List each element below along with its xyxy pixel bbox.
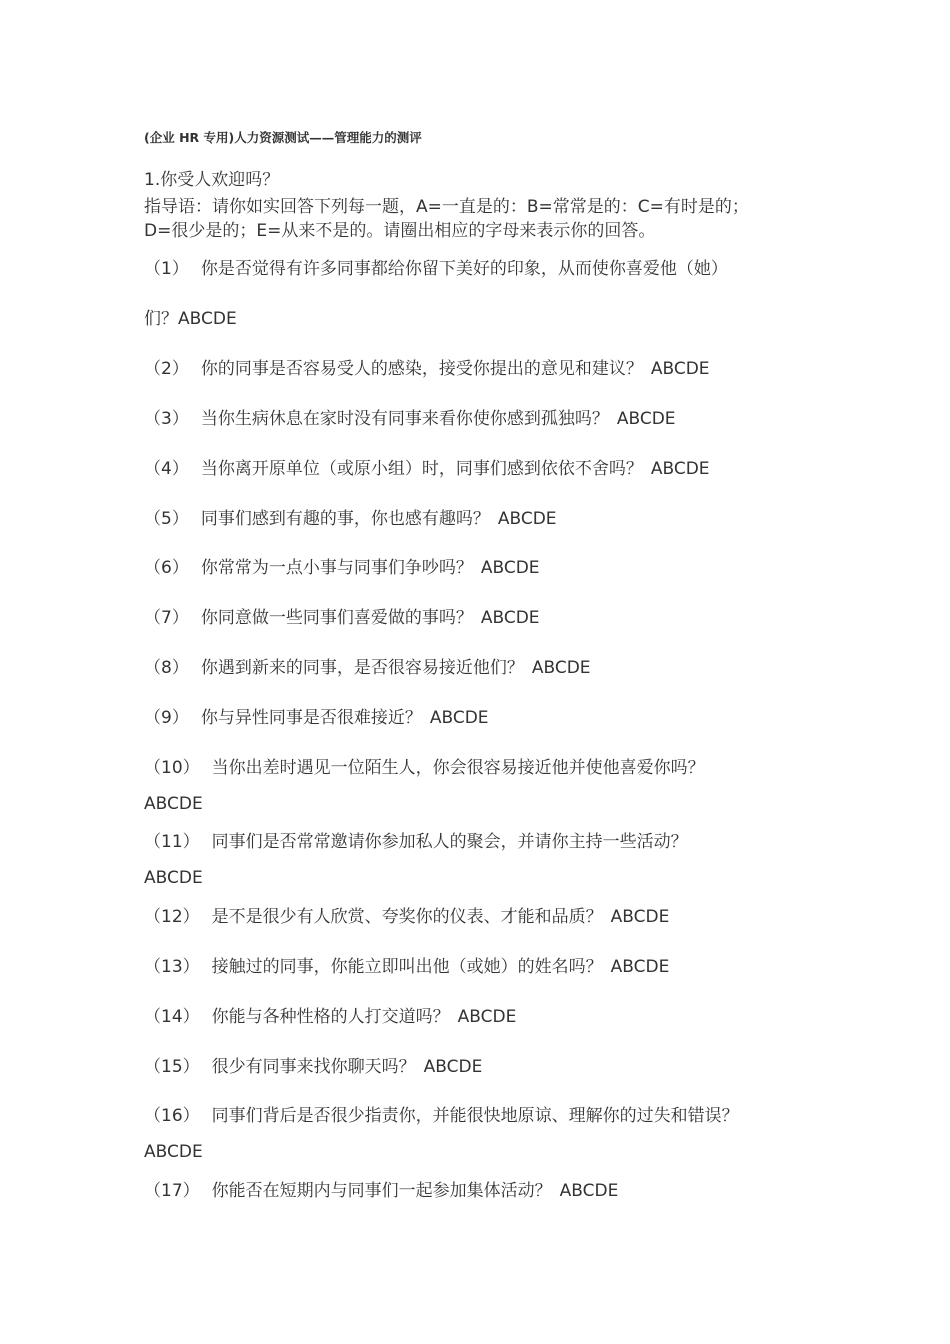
answer-options[interactable]: ABCDE [423,1057,483,1077]
question-number: （3） [144,409,189,429]
question-9 [144,707,489,729]
answer-options[interactable]: ABCDE [559,1181,619,1201]
answer-options[interactable]: ABCDE [144,1142,203,1162]
question-8 [144,657,591,679]
question-12 [144,906,669,928]
question-number: （16） [144,1106,200,1126]
section-heading: 1.你受人欢迎吗？ [144,170,280,190]
answer-options[interactable]: ABCDE [480,558,540,578]
answer-options[interactable]: ABCDE [429,708,489,728]
answer-options[interactable]: ABCDE [610,957,670,977]
question-16 [144,1105,739,1127]
question-number: （9） [144,708,189,728]
answer-options[interactable]: ABCDE [144,794,203,814]
question-7 [144,607,540,629]
question-number: （17） [144,1181,200,1201]
question-number: （12） [144,907,200,927]
question-5 [144,508,557,530]
question-text: 当你出差时遇见一位陌生人，你会很容易接近他并使他喜爱你吗？ [211,758,705,778]
question-number: （2） [144,359,189,379]
question-text: 你同意做一些同事们喜爱做的事吗？ [200,608,473,628]
answer-options[interactable]: ABCDE [480,608,540,628]
answer-options[interactable]: ABCDE [497,509,557,529]
question-10 [144,757,705,779]
question-text: 你常常为一点小事与同事们争吵吗？ [200,558,473,578]
question-11-options [144,867,203,889]
answer-options[interactable]: ABCDE [616,409,676,429]
question-text: 接触过的同事，你能立即叫出他（或她）的姓名吗？ [211,957,603,977]
question-2 [144,358,710,380]
question-number: （5） [144,509,189,529]
question-1 [144,258,728,280]
question-text: 同事们背后是否很少指责你，并能很快地原谅、理解你的过失和错误？ [211,1106,739,1126]
question-number: （4） [144,459,189,479]
question-number: （14） [144,1007,200,1027]
question-number: （11） [144,832,200,852]
answer-options[interactable]: ABCDE [178,309,237,329]
instructions-line-1: 指导语：请你如实回答下列每一题，A=一直是的：B=常常是的：C=有时是的； [144,197,749,217]
question-14 [144,1006,516,1028]
question-number: （1） [144,259,189,279]
question-number: （6） [144,558,189,578]
question-text: 你能与各种性格的人打交道吗？ [211,1007,450,1027]
question-17 [144,1180,618,1202]
question-text: 当你离开原单位（或原小组）时，同事们感到依依不舍吗？ [200,459,643,479]
question-16-options [144,1141,203,1163]
question-3 [144,408,676,430]
question-number: （13） [144,957,200,977]
document-title: (企业 HR 专用)人力资源测试——管理能力的测评 [144,130,422,145]
question-13 [144,956,669,978]
question-text: 你与异性同事是否很难接近？ [200,708,422,728]
question-number: （8） [144,658,189,678]
answer-options[interactable]: ABCDE [457,1007,517,1027]
question-number: （10） [144,758,200,778]
question-1-continuation [144,308,237,330]
question-15 [144,1056,482,1078]
instructions-line-2: D=很少是的；E=从来不是的。请圈出相应的字母来表示你的回答。 [144,221,656,241]
question-text: 当你生病休息在家时没有同事来看你使你感到孤独吗？ [200,409,609,429]
answer-options[interactable]: ABCDE [144,868,203,888]
question-11 [144,831,688,853]
answer-options[interactable]: ABCDE [650,459,710,479]
question-text: 是不是很少有人欣赏、夸奖你的仪表、才能和品质？ [211,907,603,927]
question-6 [144,557,540,579]
question-text: 同事们感到有趣的事，你也感有趣吗？ [200,509,490,529]
answer-options[interactable]: ABCDE [650,359,710,379]
question-text: 你遇到新来的同事，是否很容易接近他们？ [200,658,524,678]
question-4 [144,458,710,480]
question-text: 很少有同事来找你聊天吗？ [211,1057,416,1077]
question-number: （15） [144,1057,200,1077]
answer-options[interactable]: ABCDE [610,907,670,927]
instructions [144,195,834,243]
answer-options[interactable]: ABCDE [531,658,591,678]
question-number: （7） [144,608,189,628]
question-text: 你的同事是否容易受人的感染，接受你提出的意见和建议？ [200,359,643,379]
question-10-options [144,793,203,815]
question-text-continued: 们？ [144,309,178,329]
question-text: 同事们是否常常邀请你参加私人的聚会，并请你主持一些活动？ [211,832,688,852]
question-text: 你是否觉得有许多同事都给你留下美好的印象，从而使你喜爱他（她） [200,259,728,279]
question-text: 你能否在短期内与同事们一起参加集体活动？ [211,1181,552,1201]
